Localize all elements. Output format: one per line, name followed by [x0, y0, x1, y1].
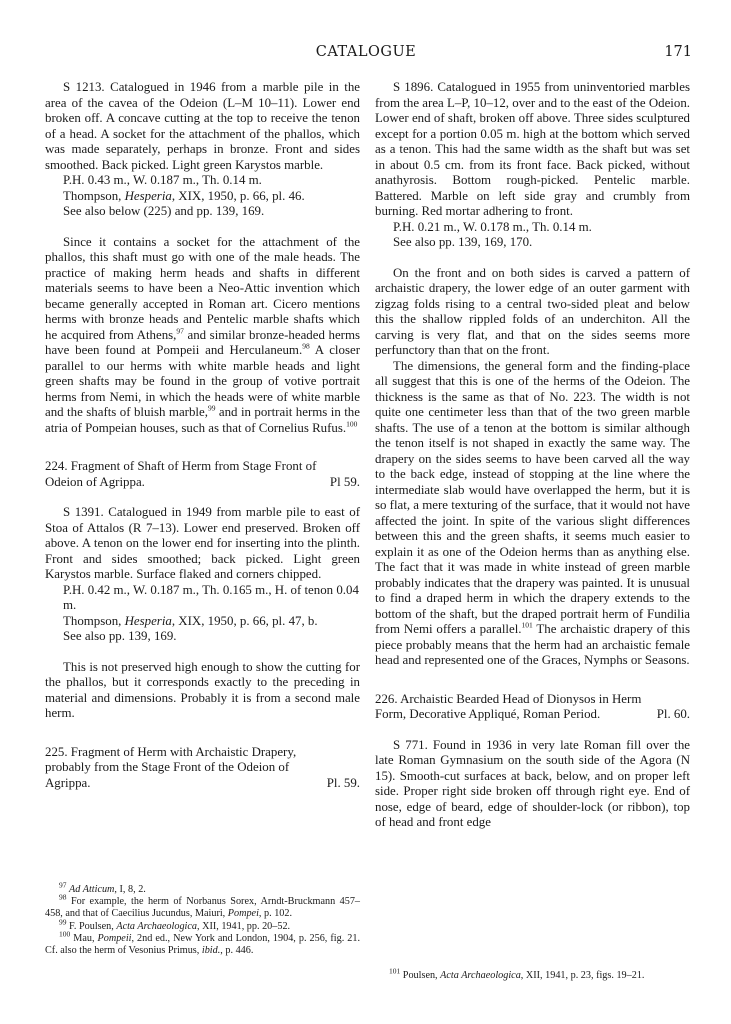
entry-224-title: 224. Fragment of Shaft of Herm from Stage Front of Odeion of Agrippa. — [45, 459, 317, 489]
drapery-discussion: The dimensions, the general form and the finding-place all suggest that this is one of the herms of the Odeion. The thickness is the same as that of No. 223. The width is not quite one centimeter less than that of the two green marble shafts. The use of a tenon at the bottom is similar although the tenon itself is not shaped in exactly the same way. The drapery on the sides seems to have been carved all the way to the back edge, instead of stopping at the line where the intermediate slab would have overlapped the herm, but it is so flat, a mere texturing of the surface, that it would not have affected the joint. In spite of the various slight differences between this and the green shafts, it seems much easier to explain it as one of the Odeion herms than as anything else. The fact that it was made in white instead of green marble probably indicates that the drapery was painted. It is unusual to find a draped herm in which the drapery extends to the bottom of the shaft, but the draped portrait herm of Fundilia from Nemi offers a parallel.$^{101}$ The archaistic drapery of this piece probably means that the herm had an archaistic female head and represented one of the Graces, Nymphs or Seasons. — [375, 358, 691, 667]
s1213-reference: Thompson, Hesperia, XIX, 1950, p. 66, pl. 46. — [63, 188, 305, 203]
s1213-description: S 1213. Catalogued in 1946 from a marble pile in the area of the cavea of the Odeion (L–M 10–11). Lower end broken off. A concave cutting at the top to receive the tenon of a head. A socket for the attachment of the phallos, which was made separately, perhaps in bronze. Front and sides smoothed. Back picked. Light green Karystos marble. — [45, 80, 360, 172]
running-title: CATALOGUE — [315, 44, 417, 60]
s1896-description: S 1896. Catalogued in 1955 from uninventoried marbles from the area L–P, 10–12, over and to the east of the Odeion. Lower end of shaft, broken off above. Three sides sculptured except for a portion 0.05 m. high at the bottom which served as a tenon. This had the same width as the shaft but was set in about 0.5 cm. from its front face. Back picked, without anathyrosis. Bottom rough-picked. Pentelic marble. Battered. Marble on left side gray and crumbly from burning. Red mortar adhering to front. — [375, 80, 690, 218]
footnote-97: $^{97}$ Ad Atticum, I, 8, 2. — [59, 880, 146, 895]
footnote-101: $^{101}$ Poulsen, Acta Archaeologica, XII, 1941, p. 23, figs. 19–21. — [389, 966, 645, 981]
entry-224-plate: Pl 59. — [329, 474, 360, 489]
s1213-dimensions: P.H. 0.43 m., W. 0.187 m., Th. 0.14 m. — [63, 173, 262, 187]
entry-224-heading — [45, 459, 360, 490]
left-column — [45, 80, 360, 791]
s1391-dimensions: P.H. 0.42 m., W. 0.187 m., Th. 0.165 m., H. of tenon 0.04 m. — [63, 582, 359, 612]
left-footnotes — [45, 880, 361, 957]
footnote-ref-98[interactable]: 98 — [302, 341, 310, 351]
entry-226-heading — [375, 692, 690, 723]
s1896-dimensions: P.H. 0.21 m., W. 0.178 m., Th. 0.14 m. — [393, 219, 592, 234]
entry-225-title: 225. Fragment of Herm with Archaistic Drapery, probably from the Stage Front of the Odeion of Agrippa. — [45, 744, 297, 790]
right-footnotes — [375, 966, 690, 982]
footnote-ref-101[interactable]: 101 — [521, 620, 533, 630]
s1391-reference: Thompson, Hesperia, XIX, 1950, p. 66, pl. 47, b. — [63, 613, 318, 628]
footnote-100: $^{100}$ Mau, Pompeii, 2nd ed., New York and London, 1904, p. 256, fig. 21. Cf. also the herm of Vesonius Primus, ibid., p. 446. — [45, 929, 360, 957]
footnote-ref-97[interactable]: 97 — [176, 326, 184, 336]
s771-description: S 771. Found in 1936 in very late Roman fill over the late Roman Gymnasium on the south side of the Agora (N 15). Smooth-cut surfaces at back, below, and on proper left side. Proper right side broken off through right eye. End of nose, edge of beard, edge of shoulder-lock (or ribbon), top of head and front edge — [375, 737, 690, 829]
entry-226-plate: Pl. 60. — [656, 707, 690, 721]
footnote-ref-99[interactable]: 99 — [207, 403, 216, 413]
footnote-ref-100[interactable]: 100 — [346, 419, 358, 429]
drapery-description: On the front and on both sides is carved a pattern of archaistic drapery, the lower edge of an outer garment with zigzag folds rising to a central two-sided pleat and below this the shallow rippled folds of an underchiton. All the carving is very flat, and that on the sides seems more perfunctory than that on the front. — [375, 265, 690, 357]
entry-224-discussion: This is not preserved high enough to show the cutting for the phallos, but it corresponds exactly to the preceding in material and dimensions. Probably it is from a second male herm. — [45, 659, 360, 720]
herm-material-discussion: Since it contains a socket for the attachment of the phallos, this shaft must go with one of the male heads. The practice of making herm heads and shafts in different materials seems to have been a Neo-Attic invention which became generally accepted in Roman art. Cicero mentions herms with bronze heads and Pentelic marble shafts which he acquired from Athens,$^{97}$ and similar bronze-headed herms have been found at Pompeii and Herculaneum.$^{98}$ A closer parallel to our herms with white marble heads and light green shafts may be found in the group of votive portrait herms from Nemi, in which the heads were of white marble and the shafts of bluish marble,$^{99}$ and in portrait herms in the atria of Pompeian houses, such as that of Cornelius Rufus.$^{100}$ — [45, 234, 361, 435]
entry-225-heading — [45, 745, 360, 792]
footnote-98: $^{98}$ For example, the herm of Norbanus Sorex, Arndt-Bruckmann 457–458, and that of Caecilius Jucundus, Maiuri, Pompei, p. 102. — [45, 892, 361, 920]
s1213-see-also: See also below (225) and pp. 139, 169. — [63, 204, 265, 218]
right-column — [375, 80, 690, 831]
s1391-description: S 1391. Catalogued in 1949 from marble pile to east of Stoa of Attalos (R 7–13). Lower end preserved. Broken off above. A tenon on the lower end for inserting into the plinth. Front and sides smoothed; back picked. Light green Karystos marble. Surface flaked and corners chipped. — [45, 505, 360, 581]
footnote-99: $^{99}$ F. Poulsen, Acta Archaeologica, XII, 1941, pp. 20–52. — [59, 917, 291, 932]
s1391-see-also: See also pp. 139, 169. — [63, 629, 177, 643]
page-header — [40, 44, 692, 64]
page-number: 171 — [664, 44, 692, 60]
s1896-see-also: See also pp. 139, 169, 170. — [393, 235, 533, 249]
entry-226-title: 226. Archaistic Bearded Head of Dionysos in Herm Form, Decorative Appliqué, Roman Period. — [375, 691, 642, 721]
entry-225-plate: Pl. 59. — [326, 775, 360, 790]
